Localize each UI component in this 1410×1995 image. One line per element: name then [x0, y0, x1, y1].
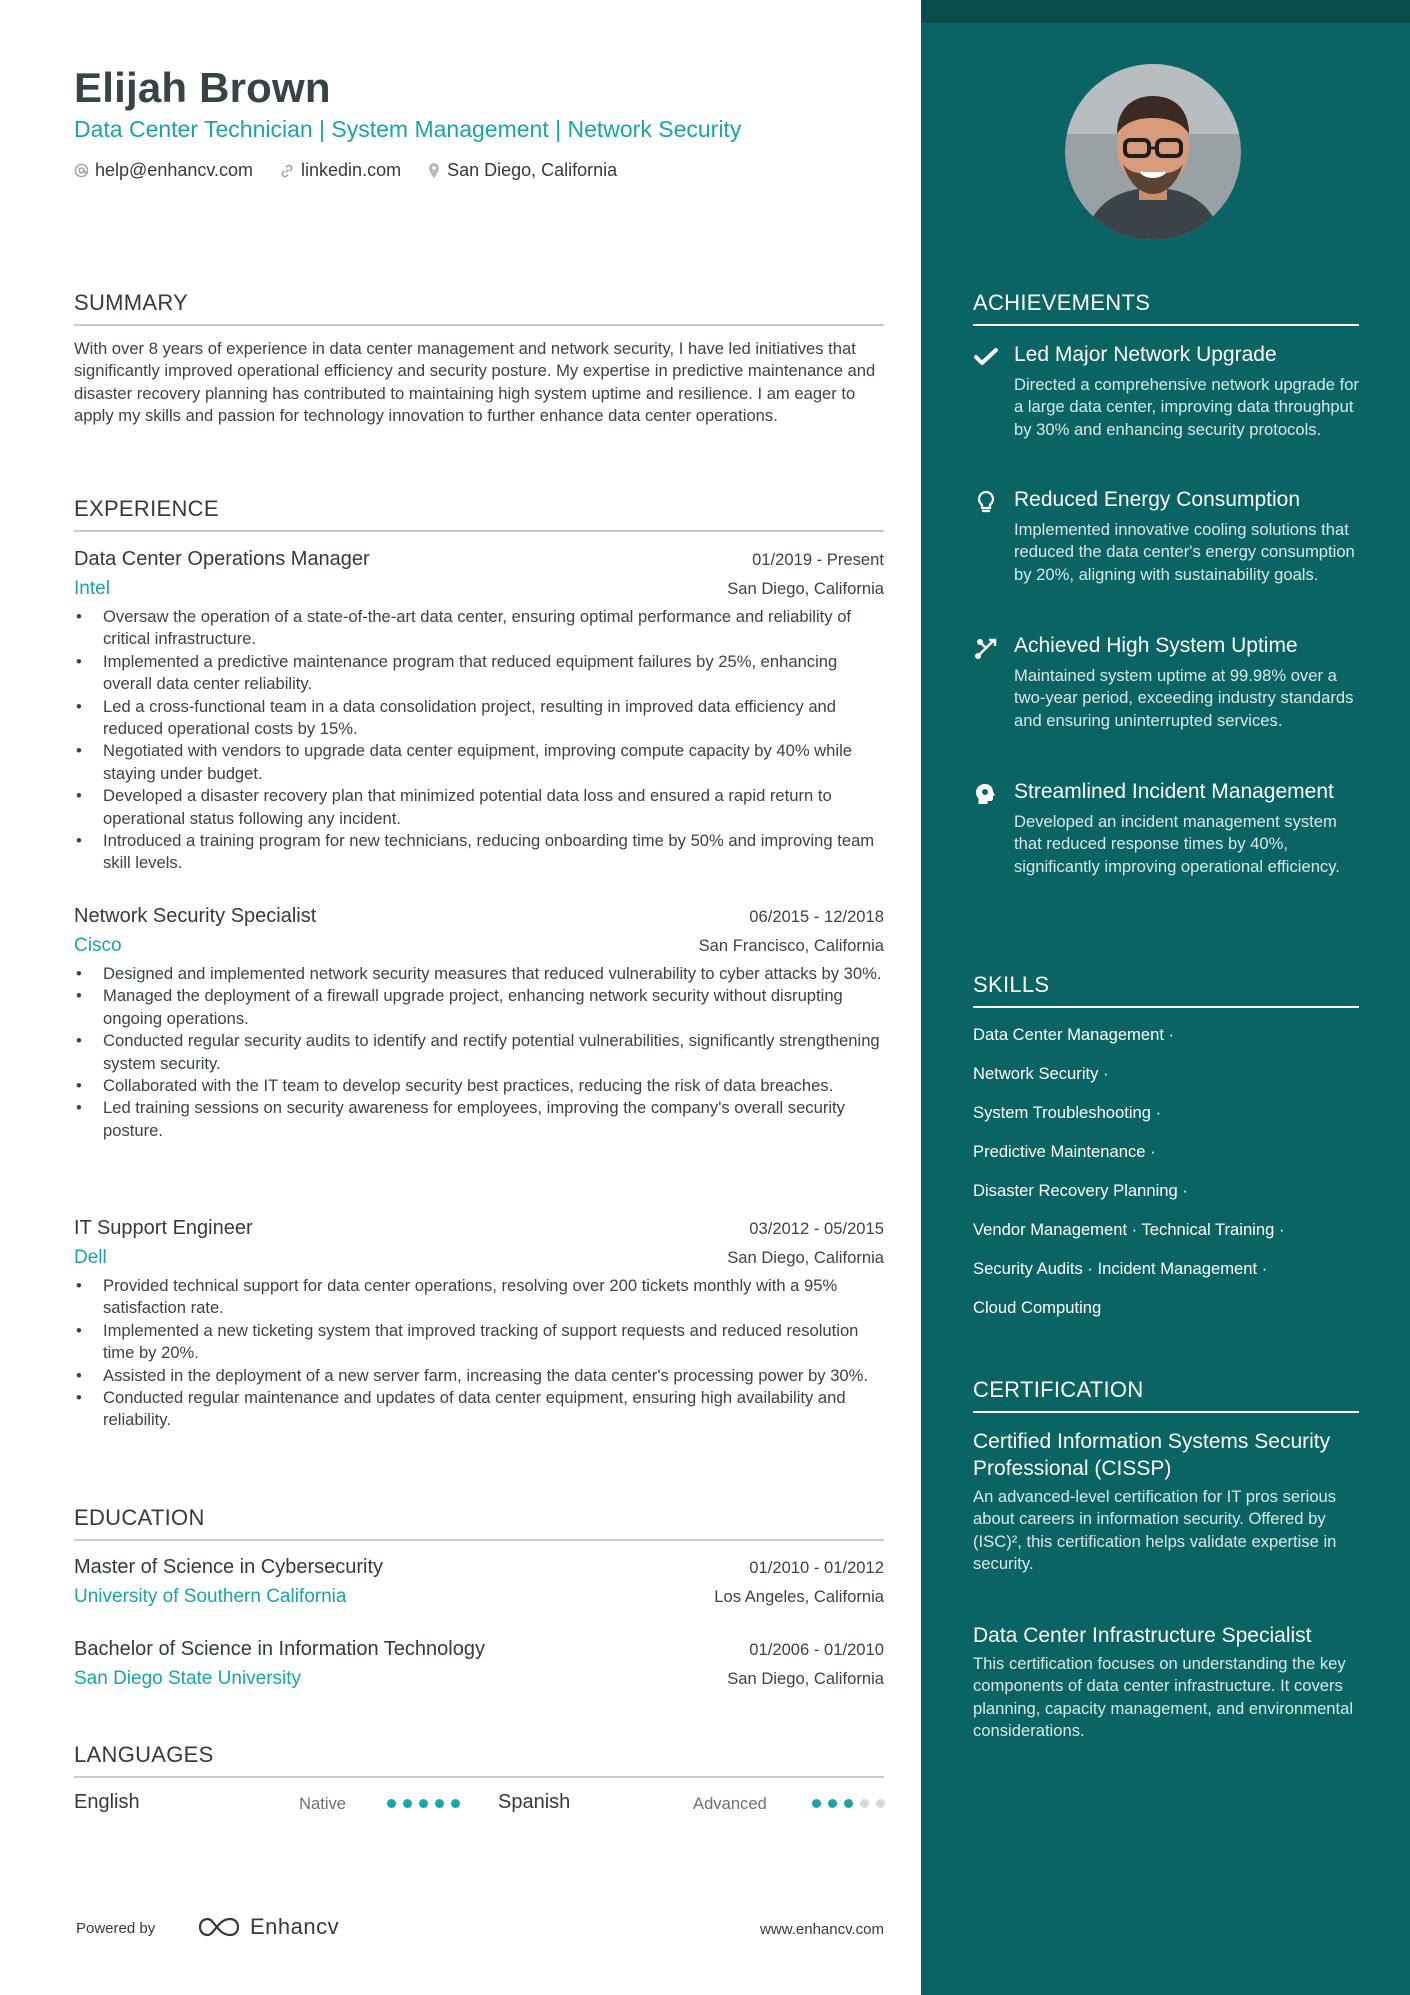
at-icon	[74, 163, 89, 178]
achievement-desc: Maintained system uptime at 99.98% over a two-year period, exceeding industry standards and ensuring uninterrupted services.	[1014, 666, 1354, 730]
job-bullet: • Implemented a new ticketing system that improved tracking of support requests and reduced resolution time by 20%.	[74, 1320, 884, 1365]
achievement-desc: Directed a comprehensive network upgrade for a large data center, improving data throughput by 30% and enhancing security protocols.	[1014, 375, 1359, 439]
job-bullet: • Designed and implemented network security measures that reduced vulnerability to cyber attacks by 30%.	[74, 963, 884, 985]
job-location: San Diego, California	[727, 1248, 884, 1267]
job-bullets	[74, 963, 884, 1142]
job-title: Network Security Specialist	[74, 905, 317, 927]
headline: Data Center Technician | System Management | Network Security	[74, 116, 742, 142]
checkmark-icon	[973, 344, 999, 370]
contact-location	[427, 160, 617, 181]
certification-desc: This certification focuses on understanding the key components of data center infrastructure. It covers planning, capacity management, and environmental considerations.	[973, 1654, 1354, 1741]
footer	[76, 1914, 884, 1944]
skill-line: System Troubleshooting ·	[973, 1103, 1162, 1122]
skills-section	[973, 972, 1359, 1008]
rating-dot-filled	[387, 1799, 396, 1808]
education-title: EDUCATION	[74, 1505, 205, 1530]
head-gear-icon	[973, 781, 999, 807]
contact-email[interactable]	[74, 160, 253, 181]
job-company: Cisco	[74, 935, 122, 956]
section-divider	[74, 530, 884, 532]
rating-dot-filled	[812, 1799, 821, 1808]
job-entry	[74, 548, 884, 875]
job-bullet: • Led training sessions on security awareness for employees, improving the company's overall security posture.	[74, 1097, 884, 1142]
lightbulb-icon	[973, 489, 999, 515]
languages-row	[74, 1791, 884, 1819]
degree-title: Master of Science in Cybersecurity	[74, 1556, 384, 1578]
job-dates: 01/2019 - Present	[752, 550, 884, 569]
experience-section	[74, 496, 884, 532]
job-company: Dell	[74, 1247, 107, 1268]
enhancv-logo[interactable]	[196, 1914, 339, 1940]
job-dates: 06/2015 - 12/2018	[749, 907, 884, 926]
language-rating	[387, 1799, 467, 1808]
job-title: IT Support Engineer	[74, 1217, 253, 1239]
job-bullet: • Conducted regular security audits to identify and rectify potential vulnerabilities, significantly strengthening system security.	[74, 1030, 884, 1075]
job-location: San Francisco, California	[698, 936, 884, 955]
achievement-desc: Implemented innovative cooling solutions that reduced the data center's energy consumption by 20%, aligning with sustainability goals.	[1014, 520, 1355, 584]
job-bullet: • Negotiated with vendors to upgrade data center equipment, improving compute capacity by 40% while staying under budget.	[74, 740, 884, 785]
languages-title: LANGUAGES	[74, 1742, 214, 1767]
rating-dot-filled	[419, 1799, 428, 1808]
job-bullet: • Assisted in the deployment of a new server farm, increasing the data center's processing power by 30%.	[74, 1365, 884, 1387]
powered-by-label: Powered by	[76, 1920, 156, 1937]
section-divider	[973, 1411, 1359, 1413]
achievement-title: Streamlined Incident Management	[1014, 780, 1334, 803]
contact-linkedin[interactable]	[279, 160, 401, 181]
location-pin-icon	[427, 162, 441, 179]
section-divider	[74, 1539, 884, 1541]
job-bullets	[74, 606, 884, 875]
rating-dot-filled	[435, 1799, 444, 1808]
certification-name: Data Center Infrastructure Specialist	[973, 1624, 1312, 1647]
certification-title: CERTIFICATION	[973, 1377, 1144, 1402]
job-bullet: • Developed a disaster recovery plan that minimized potential data loss and ensured a rapid return to operational status following any incident.	[74, 785, 884, 830]
education-dates: 01/2010 - 01/2012	[749, 1558, 884, 1577]
education-entry	[74, 1556, 884, 1608]
achievement-title: Achieved High System Uptime	[1014, 634, 1298, 657]
job-bullet: • Collaborated with the IT team to develop security best practices, reducing the risk of data breaches.	[74, 1075, 884, 1097]
achievement-title: Led Major Network Upgrade	[1014, 343, 1277, 366]
profile-photo	[1065, 64, 1241, 240]
education-dates: 01/2006 - 01/2010	[749, 1640, 884, 1659]
achievement-desc: Developed an incident management system that reduced response times by 40%, significantly improving operational efficiency.	[1014, 812, 1340, 876]
summary-section	[74, 290, 884, 428]
language-name: Spanish	[498, 1791, 571, 1813]
brand-name: Enhancv	[250, 1914, 340, 1939]
job-dates: 03/2012 - 05/2015	[749, 1219, 884, 1238]
job-bullet: • Introduced a training program for new technicians, reducing onboarding time by 50% and improving team skill levels.	[74, 830, 884, 875]
job-bullet: • Conducted regular maintenance and updates of data center equipment, ensuring high availability and reliability.	[74, 1387, 884, 1432]
school-name: San Diego State University	[74, 1668, 302, 1689]
language-level: Advanced	[693, 1794, 767, 1813]
rating-dot-filled	[451, 1799, 460, 1808]
website-link[interactable]: www.enhancv.com	[760, 1921, 884, 1938]
education-location: Los Angeles, California	[714, 1587, 884, 1606]
job-location: San Diego, California	[727, 579, 884, 598]
language-level: Native	[299, 1794, 347, 1813]
skill-line: Security Audits · Incident Management ·	[973, 1259, 1268, 1278]
achievements-title: ACHIEVEMENTS	[973, 290, 1151, 315]
contact-bar	[74, 160, 643, 181]
certification-section	[973, 1377, 1359, 1413]
job-company: Intel	[74, 578, 110, 599]
sidebar	[921, 0, 1410, 1995]
candidate-name: Elijah Brown	[74, 64, 331, 111]
skill-line: Data Center Management ·	[973, 1025, 1175, 1044]
skill-line: Vendor Management · Technical Training ·	[973, 1220, 1285, 1239]
achievement-item	[973, 487, 1359, 586]
experience-title: EXPERIENCE	[74, 496, 219, 521]
achievements-section	[973, 290, 1359, 326]
section-divider	[74, 1776, 884, 1778]
contact-linkedin-text: linkedin.com	[301, 160, 402, 180]
rating-dot-filled	[828, 1799, 837, 1808]
rating-dot-empty	[876, 1799, 885, 1808]
section-divider	[74, 324, 884, 326]
section-divider	[973, 324, 1359, 326]
skill-line: Disaster Recovery Planning ·	[973, 1181, 1188, 1200]
degree-title: Bachelor of Science in Information Technology	[74, 1638, 485, 1660]
skill-line: Predictive Maintenance ·	[973, 1142, 1156, 1161]
summary-title: SUMMARY	[74, 290, 189, 315]
route-icon	[973, 635, 999, 661]
language-rating	[812, 1799, 892, 1808]
certification-item	[973, 1428, 1359, 1576]
contact-email-text: help@enhancv.com	[95, 160, 254, 180]
skill-line: Network Security ·	[973, 1064, 1109, 1083]
rating-dot-filled	[844, 1799, 853, 1808]
section-divider	[973, 1006, 1359, 1008]
achievement-item	[973, 342, 1359, 441]
languages-section	[74, 1742, 884, 1778]
job-entry	[74, 1217, 884, 1432]
sidebar-top-band	[921, 0, 1410, 23]
profile-photo-illustration	[1065, 64, 1241, 240]
link-icon	[279, 163, 295, 179]
achievement-title: Reduced Energy Consumption	[1014, 488, 1301, 511]
job-bullet: • Implemented a predictive maintenance program that reduced equipment failures by 25%, enhancing overall data center reliability.	[74, 651, 884, 696]
summary-text: With over 8 years of experience in data center management and network security, I have led initiatives that significantly improved operational efficiency and security posture. My expertise in predictive maintenance and disaster recovery planning has contributed to maintaining high system uptime and resilience. I am eager to apply my skills and passion for technology innovation to further enhance data center operations.	[74, 339, 876, 426]
job-bullet: • Led a cross-functional team in a data consolidation project, resulting in improved data efficiency and reduced operational costs by 15%.	[74, 696, 884, 741]
achievement-item	[973, 633, 1359, 732]
language-name: English	[74, 1791, 140, 1813]
certification-item	[973, 1622, 1359, 1743]
certification-desc: An advanced-level certification for IT pros serious about careers in information security. Offered by (ISC)², this certification helps validate expertise in security.	[973, 1487, 1337, 1574]
certification-name: Certified Information Systems Security Professional (CISSP)	[973, 1430, 1331, 1480]
job-title: Data Center Operations Manager	[74, 548, 370, 570]
contact-location-text: San Diego, California	[447, 160, 618, 180]
skills-title: SKILLS	[973, 972, 1050, 997]
job-bullets	[74, 1275, 884, 1432]
education-location: San Diego, California	[727, 1669, 884, 1688]
enhancv-logo-icon	[196, 1915, 242, 1939]
job-bullet: • Provided technical support for data center operations, resolving over 200 tickets monthly with a 95% satisfaction rate.	[74, 1275, 884, 1320]
job-bullet: • Oversaw the operation of a state-of-the-art data center, ensuring optimal performance and reliability of critical infrastructure.	[74, 606, 884, 651]
rating-dot-filled	[403, 1799, 412, 1808]
education-entry	[74, 1638, 884, 1690]
job-entry	[74, 905, 884, 1142]
job-bullet: • Managed the deployment of a firewall upgrade project, enhancing network security without disrupting ongoing operations.	[74, 985, 884, 1030]
education-section	[74, 1505, 884, 1541]
school-name: University of Southern California	[74, 1586, 347, 1607]
skill-line: Cloud Computing	[973, 1298, 1102, 1317]
rating-dot-empty	[860, 1799, 869, 1808]
achievement-item	[973, 779, 1359, 878]
